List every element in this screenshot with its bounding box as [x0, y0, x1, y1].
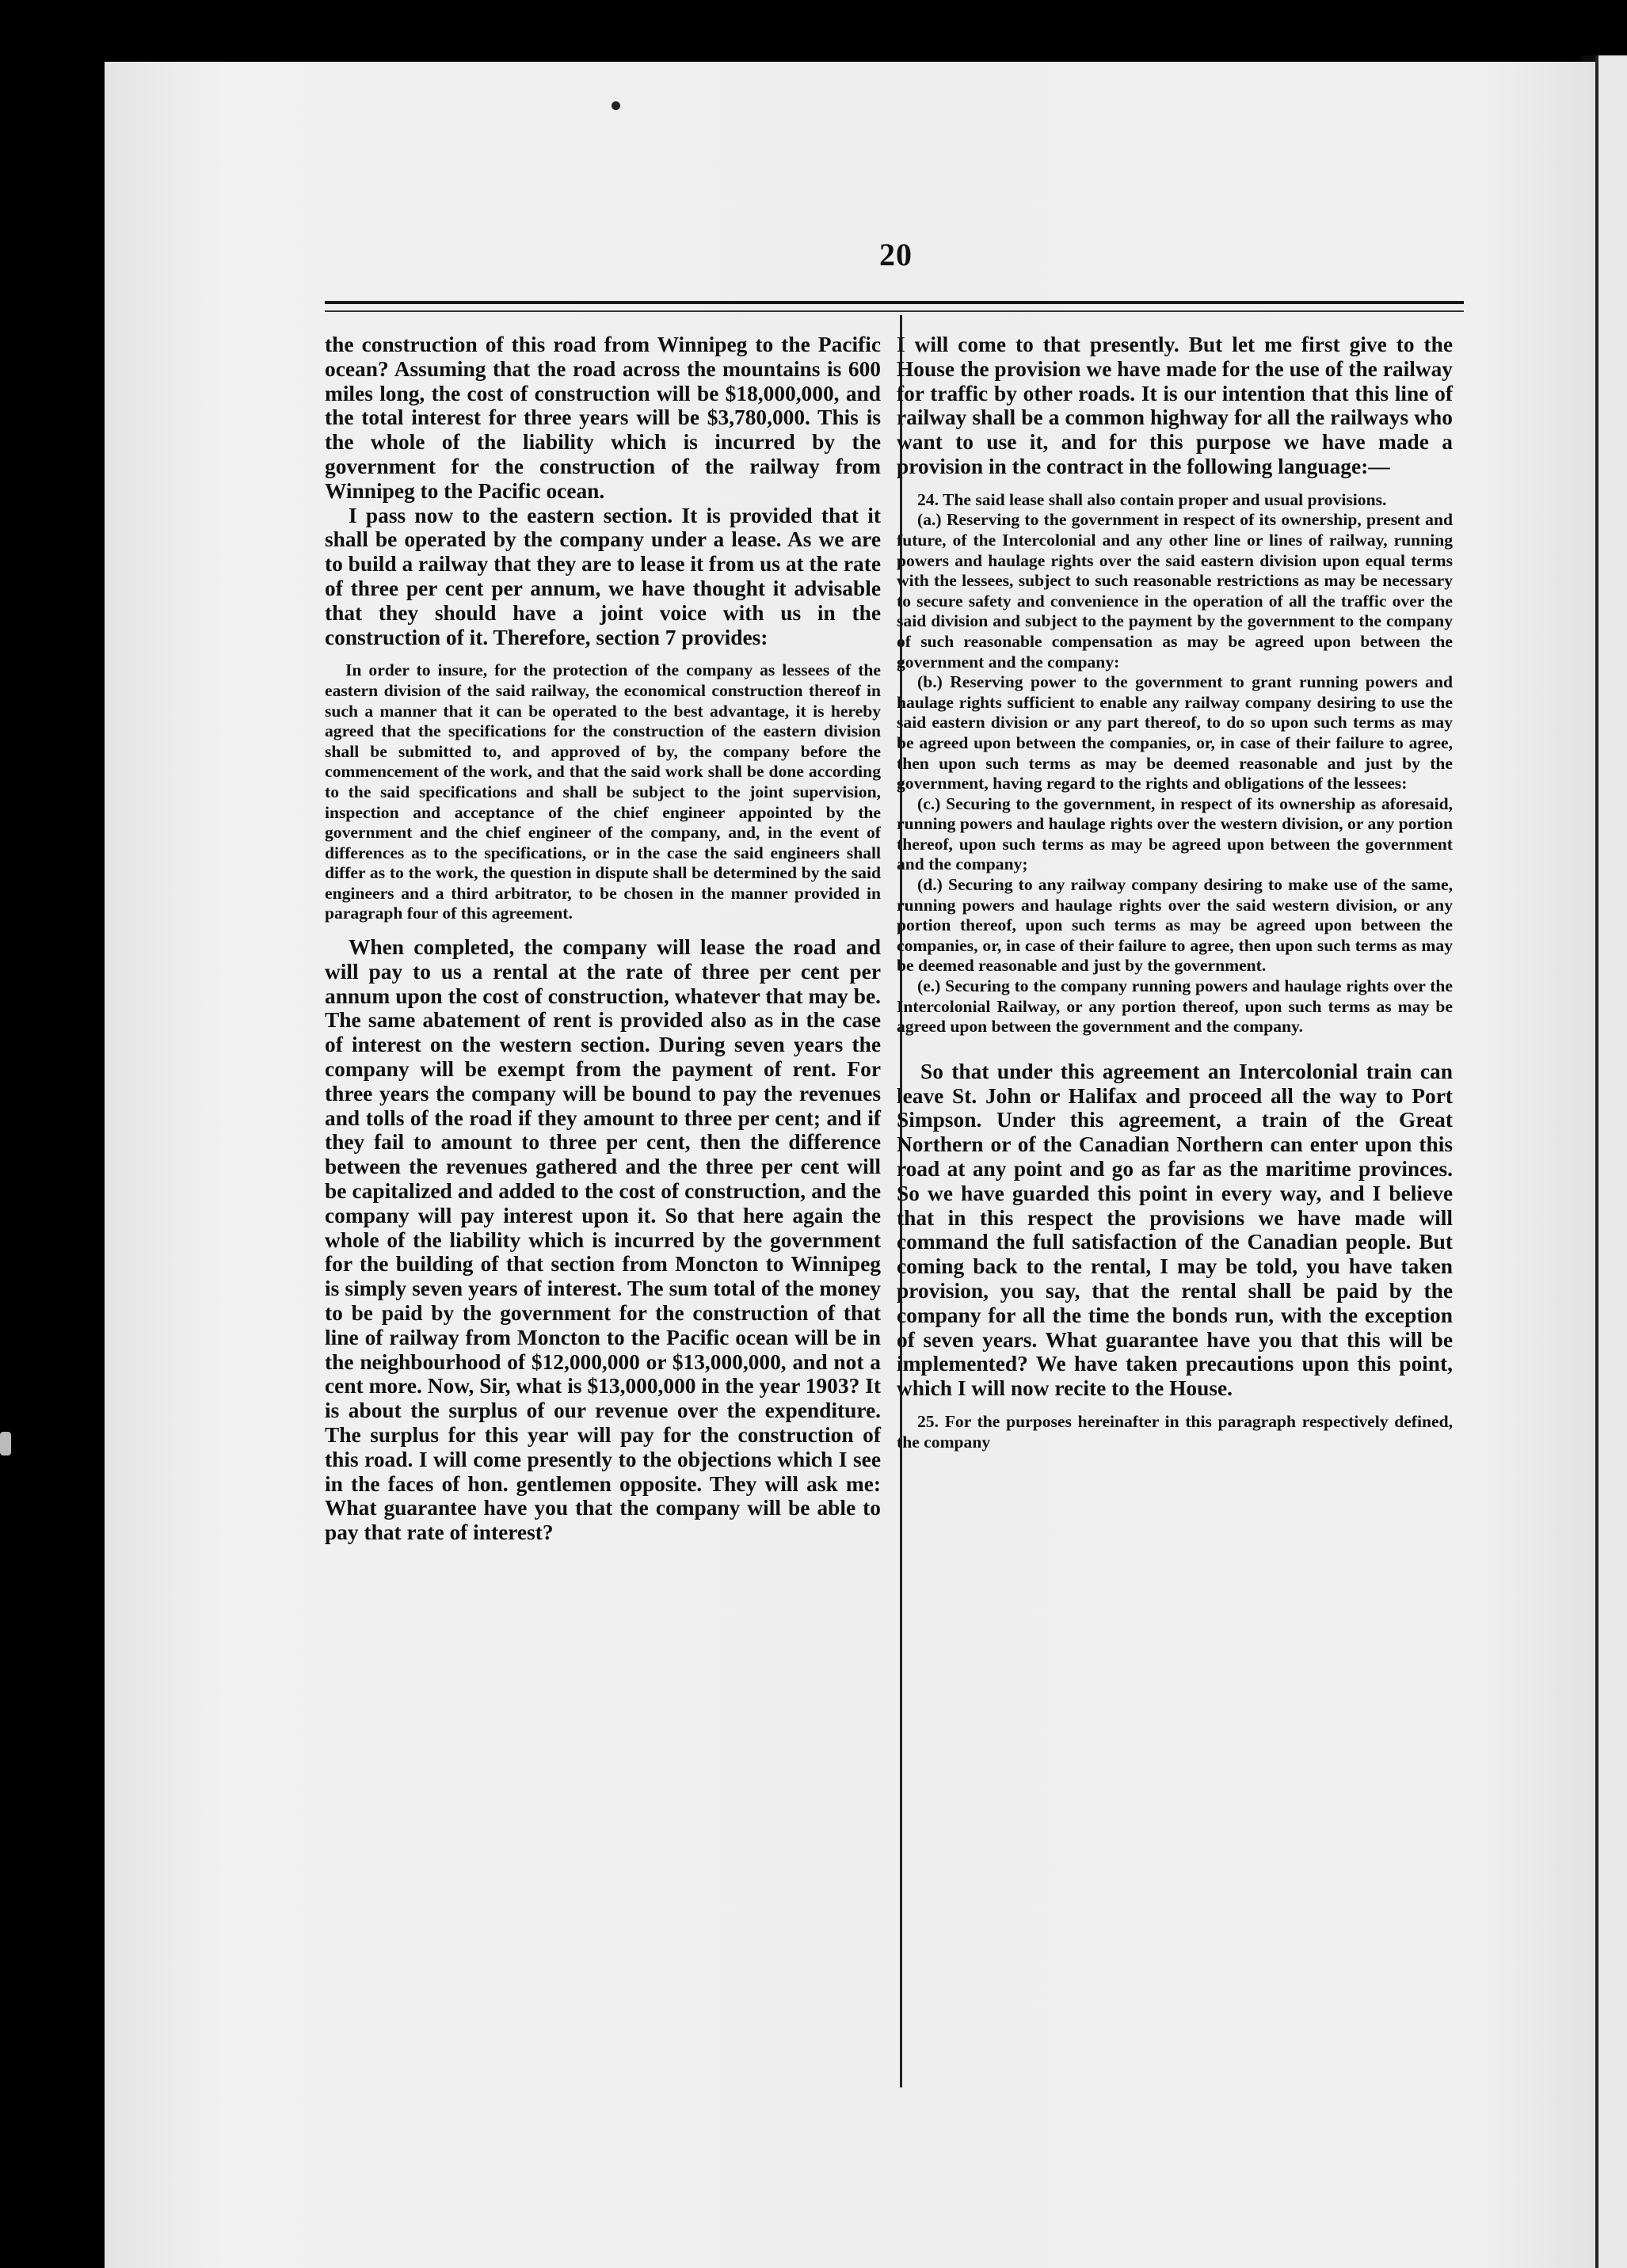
paragraph: When completed, the company will lease the road and will pay to us a rental at the rate of three per cent per annum upon the cost of construction, whatever that may be. The same abatement of rent is provided also as in the case of interest on the western section. During seven years the company will be exempt from the payment of rent. For three years the company will be bound to pay the revenues and tolls of the road if they amount to three per cent; and if they fail to amount to three per cent, then the difference between the revenues gathered and the three per cent will be capitalized and added to the cost of construction, and the company will pay interest upon it. So that here again the whole of the liability which is incurred by the government for the building of that section from Moncton to Winnipeg is simply seven years of interest. The sum total of the money to be paid by the government for the construction of that line of railway from Moncton to the Pacific ocean will be in the neighbourhood of $12,000,000 or $13,000,000, and not a cent more. Now, Sir, what is $13,000,000 in the year 1903? It is about the surplus of our revenue over the expenditure. The surplus for this year will pay for the construction of this road. I will come presently to the objections which I see in the faces of hon. gentlemen opposite. They will ask me: What guarantee have you that the company will be able to pay that rate of interest?	[325, 935, 881, 1545]
quoted-provision: 24. The said lease shall also contain proper and usual provisions.	[917, 489, 1387, 509]
left-column	[325, 333, 881, 1545]
quoted-provision: (d.) Securing to any railway company desiring to make use of the same, running powers and haulage rights over the said western division, or any portion thereof, upon such terms as may be agreed upon between the companies, or, in case of their failure to agree, then upon such terms as may be deemed reasonable and just by the government.	[897, 875, 1453, 976]
quoted-provision: In order to insure, for the protection of the company as lessees of the eastern division of the said railway, the economical construction thereof in such a manner that it can be operated to the best advantage, it is hereby agreed that the specifications for the construction of the eastern division shall be submitted to, and approved of by, the company before the commencement of the work, and that the said work shall be done according to the said specifications and shall be subject to the joint supervision, inspection and acceptance of the chief engineer appointed by the government and the chief engineer of the company, and, in the event of differences as to the specifications, or in the case the said engineers shall differ as to the work, the question in dispute shall be determined by the said engineers and a third arbitrator, to be chosen in the manner provided in paragraph four of this agreement.	[325, 660, 881, 923]
page-number: 20	[879, 237, 913, 272]
punch-mark	[612, 101, 620, 110]
adjacent-page-edge	[1595, 55, 1627, 2268]
paragraph: I pass now to the eastern section. It is provided that it shall be operated by the company under a lease. As we are to build a railway that they are to lease it from us at the rate of three per cent per annum, we have thought it advisable that they should have a joint voice with us in the construction of it. Therefore, section 7 provides:	[325, 503, 881, 649]
right-column	[897, 333, 1453, 1452]
header-rule-thick	[325, 301, 1464, 304]
quoted-provision: (e.) Securing to the company running powers and haulage rights over the Intercolonial Railway, or any portion thereof, upon such terms as may be agreed upon between the government and the company.	[897, 976, 1453, 1037]
scan-artifact	[0, 1432, 11, 1456]
paragraph: So that under this agreement an Intercolonial train can leave St. John or Halifax and proceed all the way to Port Simpson. Under this agreement, a train of the Great Northern or of the Canadian Northern can enter upon this road at any point and go as far as the maritime provinces. So we have guarded this point in every way, and I believe that in this respect the provisions we have made will command the full satisfaction of the Canadian people. But coming back to the rental, I may be told, you have taken provision, you say, that the rental shall be paid by the company for all the time the bonds run, with the exception of seven years. What guarantee have you that this will be implemented? We have taken precautions upon this point, which I will now recite to the House.	[897, 1059, 1453, 1401]
quoted-provision: (c.) Securing to the government, in respect of its ownership as aforesaid, running powers and haulage rights over the western division, or any portion thereof, upon such terms as may be agreed upon between the government and the company;	[897, 793, 1453, 874]
paragraph: I will come to that presently. But let me first give to the House the provision we have made for the use of the railway for traffic by other roads. It is our intention that this line of railway shall be a common highway for all the railways who want to use it, and for this purpose we have made a provision in the contract in the following language:—	[897, 333, 1453, 478]
quoted-provision: (b.) Reserving power to the government to grant running powers and haulage rights sufficient to enable any railway company desiring to use the said eastern division or any part thereof, to do so upon such terms as may be agreed upon between the companies, or, in case of their failure to agree, then upon such terms as may be deemed reasonable and just by the government, having regard to the rights and obligations of the lessees:	[897, 672, 1453, 793]
quoted-provision: (a.) Reserving to the government in respect of its ownership, present and future, of the Intercolonial and any other line or lines of railway, running powers and haulage rights over the said eastern division upon equal terms with the lessees, subject to such reasonable restrictions as may be necessary to secure safety and convenience in the operation of all the traffic over the said division and subject to the payment by the government to the company of such reasonable compensation as may be agreed upon between the government and the company:	[897, 510, 1453, 672]
paragraph: the construction of this road from Winnipeg to the Pacific ocean? Assuming that the road across the mountains is 600 miles long, the cost of construction will be $18,000,000, and the total interest for three years will be $3,780,000. This is the whole of the liability which is incurred by the government for the construction of the railway from Winnipeg to the Pacific ocean.	[325, 333, 881, 503]
header-rule-thin	[325, 310, 1464, 312]
quoted-provision: 25. For the purposes hereinafter in this paragraph respectively defined, the company	[897, 1411, 1453, 1452]
